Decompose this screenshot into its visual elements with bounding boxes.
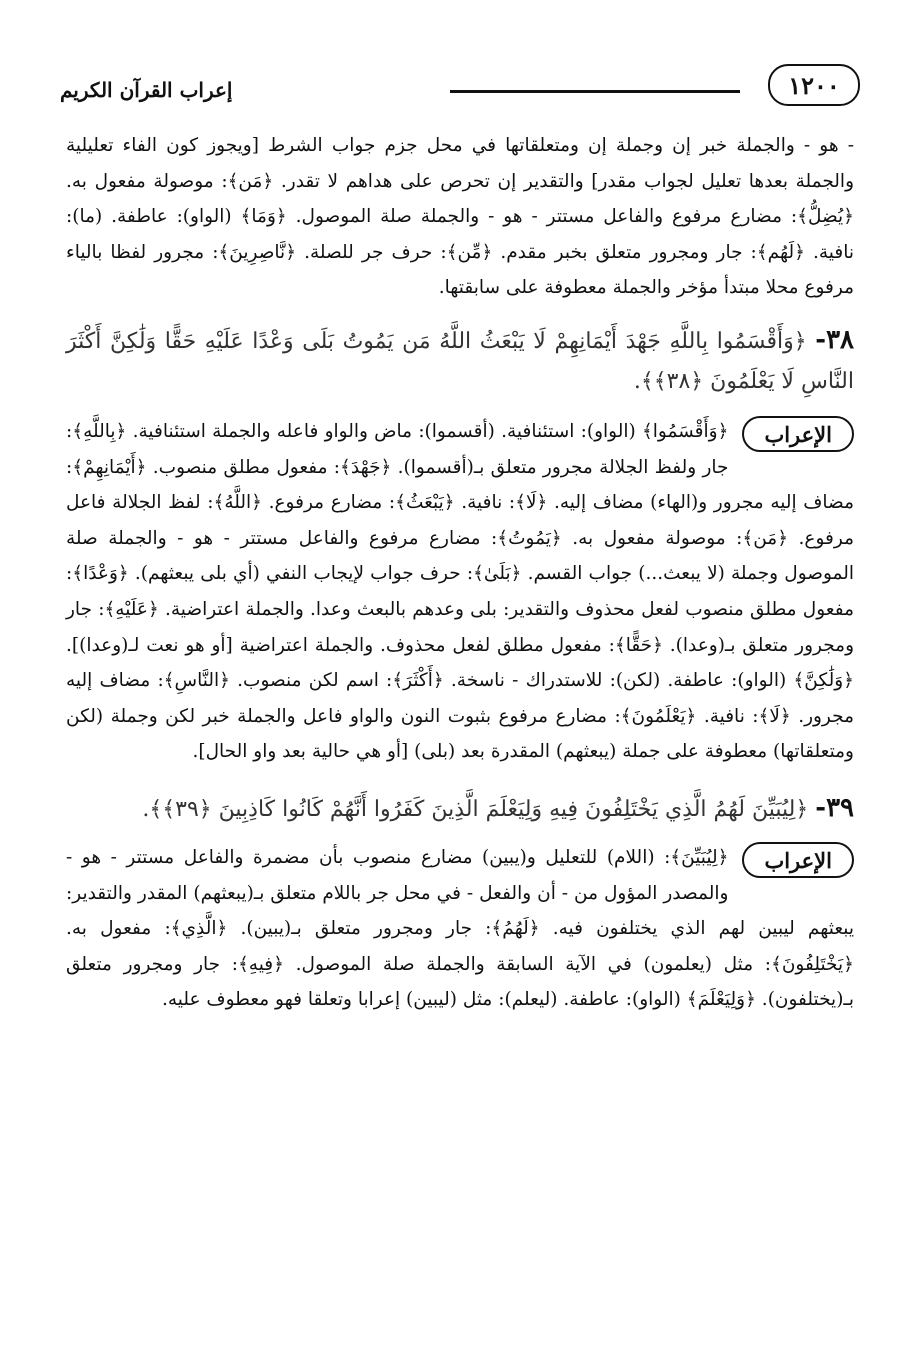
page-content (66, 128, 854, 1018)
verse-38 (66, 320, 854, 402)
page-number-badge: ١٢٠٠ (768, 64, 860, 106)
verse-number: ٣٨- (815, 324, 854, 355)
header-rule (450, 90, 740, 93)
intro-paragraph: - هو - والجملة خبر إن وجملة إن ومتعلقاتها في محل جزم جواب الشرط [ويجوز كون الفاء تعليلية والجملة بعدها تعليل لجواب مقدر] والتقدير إن تحرص على هداهم لا تقدر. ﴿مَن﴾: موصولة مفعول به. ﴿يُضِلُّ﴾: مضارع مرفوع والفاعل مستتر - هو - والجملة صلة الموصول. ﴿وَمَا﴾ (الواو): عاطفة. (ما): نافية. ﴿لَهُم﴾: جار ومجرور متعلق بخبر مقدم. ﴿مِّن﴾: حرف جر للصلة. ﴿نَّاصِرِينَ﴾: مجرور لفظا بالياء مرفوع محلا مبتدأ مؤخر والجملة معطوفة على سابقتها. (66, 135, 854, 299)
page-header (60, 64, 860, 114)
irab-badge: الإعراب (742, 842, 854, 878)
irab-paragraph: ﴿وَأَقْسَمُوا﴾ (الواو): استئنافية. (أقسموا): ماض والواو فاعله والجملة استئنافية. ﴿بِاللَّهِ﴾: جار ولفظ الجلالة مجرور متعلق بـ(أقسموا). ﴿جَهْدَ﴾: مفعول مطلق منصوب. ﴿أَيْمَانِهِمْ﴾: مضاف إليه مجرور و(الهاء) مضاف إليه. ﴿لَا﴾: نافية. ﴿يَبْعَثُ﴾: مضارع مرفوع. ﴿اللَّهُ﴾: لفظ الجلالة فاعل مرفوع. ﴿مَن﴾: موصولة مفعول به. ﴿يَمُوتُ﴾: مضارع مرفوع والفاعل مستتر - هو - والجملة صلة الموصول وجملة (لا يبعث...) جواب القسم. ﴿بَلَىٰ﴾: حرف جواب لإيجاب النفي (أي بلى يبعثهم). ﴿وَعْدًا﴾: مفعول مطلق منصوب لفعل محذوف والتقدير: بلى وعدهم بالبعث وعدا. والجملة اعتراضية. ﴿عَلَيْهِ﴾: جار ومجرور متعلق بـ(وعدا). ﴿حَقًّا﴾: مفعول مطلق لفعل محذوف. والجملة اعتراضية [أو هو نعت لـ(وعدا)]. ﴿وَلَٰكِنَّ﴾ (الواو): عاطفة. (لكن): للاستدراك - ناسخة. ﴿أَكْثَرَ﴾: اسم لكن منصوب. ﴿النَّاسِ﴾: مضاف إليه مجرور. ﴿لَا﴾: نافية. ﴿يَعْلَمُونَ﴾: مضارع مرفوع بثبوت النون والواو فاعل والجملة خبر لكن وجملة (لكن ومتعلقاتها) معطوفة على جملة (يبعثهم) المقدرة بعد (بلى) [أو هي حالية بعد واو الحال]. (66, 420, 854, 763)
book-title: إعراب القرآن الكريم (60, 78, 233, 102)
irab-block-39 (66, 840, 854, 1018)
irab-badge: الإعراب (742, 416, 854, 452)
verse-text: ﴿لِيُبَيِّنَ لَهُمُ الَّذِي يَخْتَلِفُونَ فِيهِ وَلِيَعْلَمَ الَّذِينَ كَفَرُوا أَنَّهُمْ كَانُوا كَاذِبِينَ ﴿٣٩﴾﴾. (142, 796, 809, 822)
verse-text: ﴿وَأَقْسَمُوا بِاللَّهِ جَهْدَ أَيْمَانِهِمْ لَا يَبْعَثُ اللَّهُ مَن يَمُوتُ بَلَى وَعْدًا عَلَيْهِ حَقًّا وَلَٰكِنَّ أَكْثَرَ النَّاسِ لَا يَعْلَمُونَ ﴿٣٨﴾﴾. (66, 328, 854, 394)
verse-number: ٣٩- (815, 792, 854, 823)
irab-block-38 (66, 414, 854, 770)
irab-paragraph: ﴿لِيُبَيِّنَ﴾: (اللام) للتعليل و(يبين) مضارع منصوب بأن مضمرة والفاعل مستتر - هو - والمصدر المؤول من - أن والفعل - في محل جر باللام متعلق بـ(يبعثهم) المقدر والتقدير: يبعثهم ليبين لهم الذي يختلفون فيه. ﴿لَهُمُ﴾: جار ومجرور متعلق بـ(يبين). ﴿الَّذِي﴾: مفعول به. ﴿يَخْتَلِفُونَ﴾: مثل (يعلمون) في الآية السابقة والجملة صلة الموصول. ﴿فِيهِ﴾: جار ومجرور متعلق بـ(يختلفون). ﴿وَلِيَعْلَمَ﴾ (الواو): عاطفة. (ليعلم): مثل (ليبين) إعرابا وتعلقا فهو معطوف عليه. (66, 846, 854, 1011)
verse-39 (66, 788, 854, 830)
